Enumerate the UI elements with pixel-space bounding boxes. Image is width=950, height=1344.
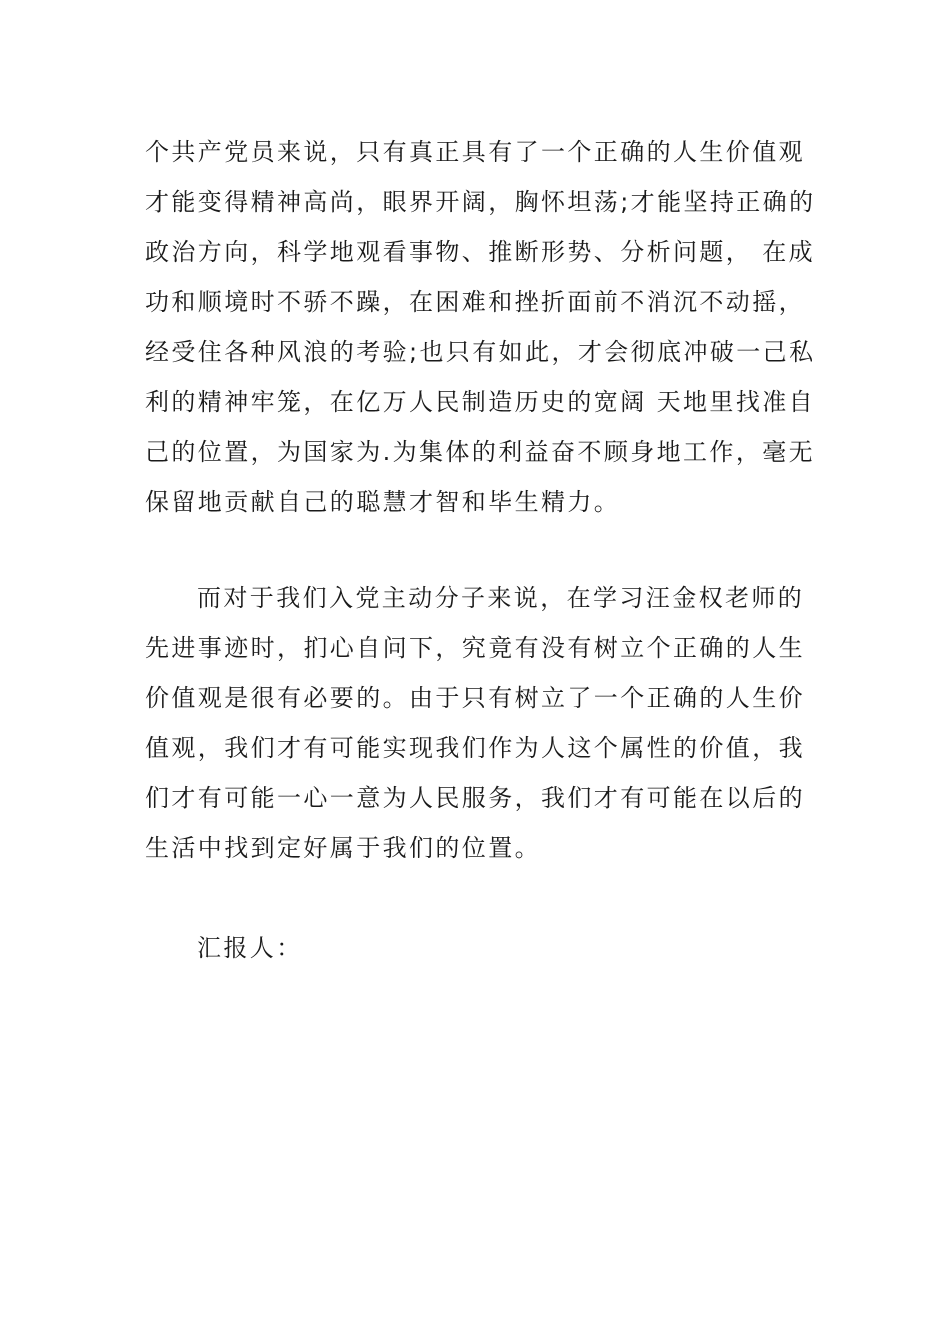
paragraph-line: 经受住各种风浪的考验;也只有如此，才会彻底冲破一己私 <box>145 338 816 366</box>
paragraph-line <box>145 537 815 567</box>
paragraph-line: 功和顺境时不骄不躁，在困难和挫折面前不消沉不动摇， <box>145 288 805 316</box>
paragraph-line: 利的精神牢笼，在亿万人民制造历史的宽阔 天地里找准自 <box>145 388 816 416</box>
paragraph-line: 而对于我们入党主动分子来说，在学习汪金权老师的 <box>197 584 805 612</box>
paragraph-line: 值观，我们才有可能实现我们作为人这个属性的价值，我 <box>145 734 805 762</box>
paragraph-line: 价值观是很有必要的。由于只有树立了一个正确的人生价 <box>145 684 805 712</box>
paragraph-line: 个共产党员来说，只有真正具有了一个正确的人生价值观 <box>145 138 805 166</box>
paragraph-line: 先进事迹时，扪心自问下，究竟有没有树立个正确的人生 <box>145 634 805 662</box>
paragraph-line: 生活中找到定好属于我们的位置。 <box>145 834 541 862</box>
signature-label: 汇报人： <box>197 934 303 962</box>
paragraph-line: 政治方向，科学地观看事物、推断形势、分析问题， 在成 <box>145 238 816 266</box>
paragraph-line: 们才有可能一心一意为人民服务，我们才有可能在以后的 <box>145 784 805 812</box>
paragraph-line: 己的位置，为国家为.为集体的利益奋不顾身地工作，毫无 <box>145 438 816 466</box>
paragraph-line: 才能变得精神高尚，眼界开阔，胸怀坦荡;才能坚持正确的 <box>145 188 816 216</box>
paragraph-line: 保留地贡献自己的聪慧才智和毕生精力。 <box>145 488 621 516</box>
